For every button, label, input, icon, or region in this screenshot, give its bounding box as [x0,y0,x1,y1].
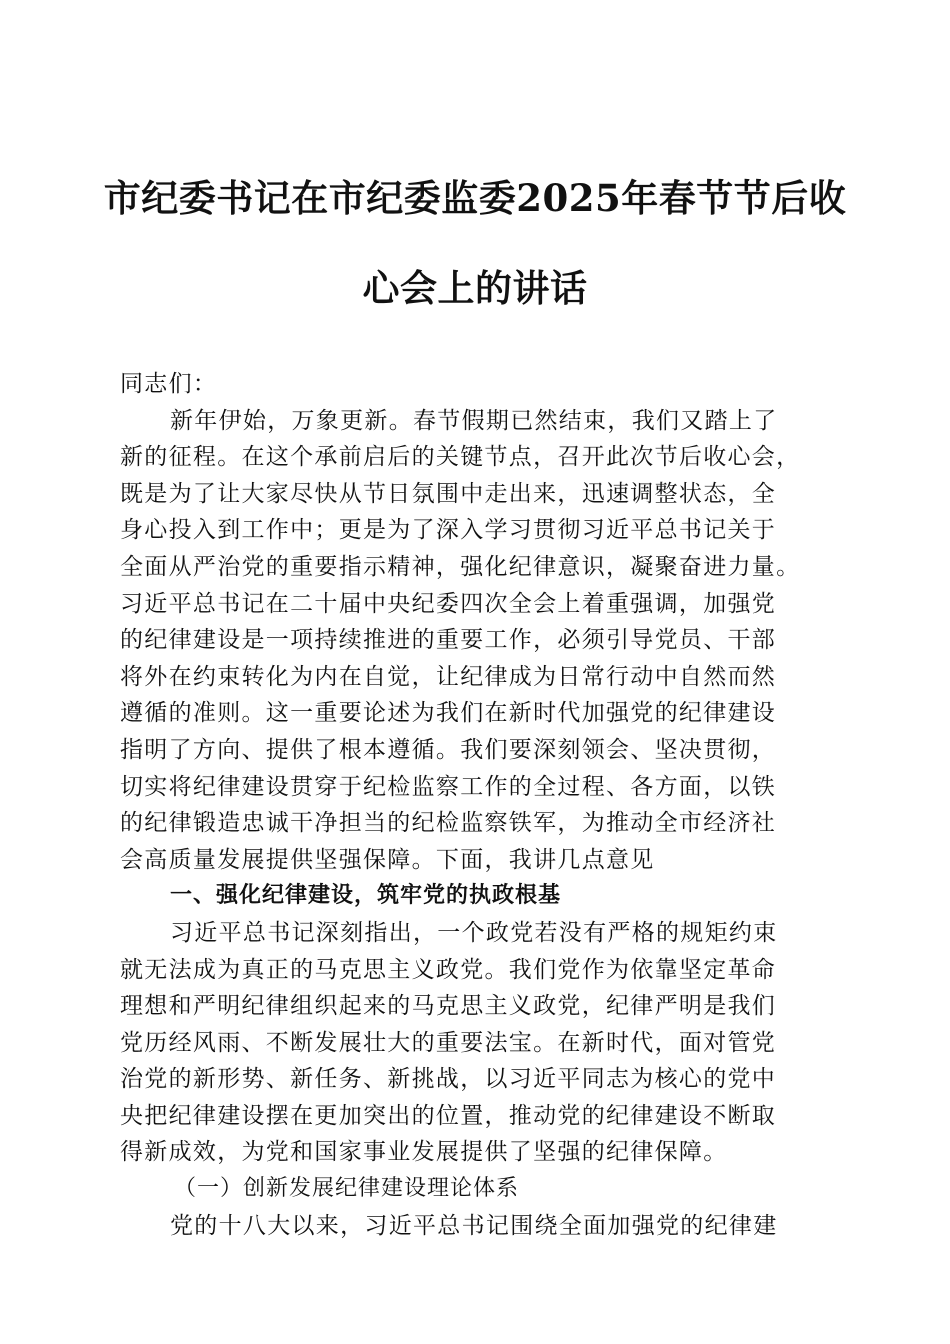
paragraph-line: 切实将纪律建设贯穿于纪检监察工作的全过程、各方面，以铁 [120,773,777,800]
paragraph-line: 央把纪律建设摆在更加突出的位置，推动党的纪律建设不断取 [120,1102,777,1129]
document-body [120,366,835,1244]
paragraph-line: 新年伊始，万象更新。春节假期已然结束，我们又踏上了 [170,407,778,434]
paragraph-line: 将外在约束转化为内在自觉，让纪律成为日常行动中自然而然 [120,663,777,690]
paragraph-line: 身心投入到工作中；更是为了深入学习贯彻习近平总书记关于 [120,517,777,544]
paragraph-line: 就无法成为真正的马克思主义政党。我们党作为依靠坚定革命 [120,956,777,983]
paragraph-line: 习近平总书记深刻指出，一个政党若没有严格的规矩约束 [170,919,778,946]
paragraph-line: 既是为了让大家尽快从节日氛围中走出来，迅速调整状态，全 [120,480,777,507]
paragraph-line: 的纪律锻造忠诚干净担当的纪检监察铁军，为推动全市经济社 [120,810,777,837]
paragraph-line: 的纪律建设是一项持续推进的重要工作，必须引导党员、干部 [120,627,777,654]
paragraph-line: 会高质量发展提供坚强保障。下面，我讲几点意见 [120,846,655,873]
paragraph-line: 党历经风雨、不断发展壮大的重要法宝。在新时代，面对管党 [120,1029,777,1056]
document-title-line-1: 市纪委书记在市纪委监委2025年春节节后收 [103,176,847,220]
subsection-heading: （一）创新发展纪律建设理论体系 [174,1176,520,1202]
section-heading: 一、强化纪律建设，筑牢党的执政根基 [170,883,562,909]
salutation: 同志们： [120,371,218,397]
paragraph-line: 得新成效，为党和国家事业发展提供了坚强的纪律保障。 [120,1139,728,1166]
paragraph-line: 党的十八大以来，习近平总书记围绕全面加强党的纪律建 [170,1212,778,1239]
document-title-line-2: 心会上的讲话 [362,266,588,310]
paragraph-line: 遵循的准则。这一重要论述为我们在新时代加强党的纪律建设 [120,700,777,727]
paragraph-line: 新的征程。在这个承前启后的关键节点，召开此次节后收心会， [120,444,801,471]
paragraph-line: 指明了方向、提供了根本遵循。我们要深刻领会、坚决贯彻， [120,736,777,763]
paragraph-line: 理想和严明纪律组织起来的马克思主义政党，纪律严明是我们 [120,993,777,1020]
paragraph-line: 全面从严治党的重要指示精神，强化纪律意识，凝聚奋进力量。 [120,553,801,580]
paragraph-line: 习近平总书记在二十届中央纪委四次全会上着重强调，加强党 [120,590,777,617]
paragraph-line: 治党的新形势、新任务、新挑战，以习近平同志为核心的党中 [120,1066,777,1093]
